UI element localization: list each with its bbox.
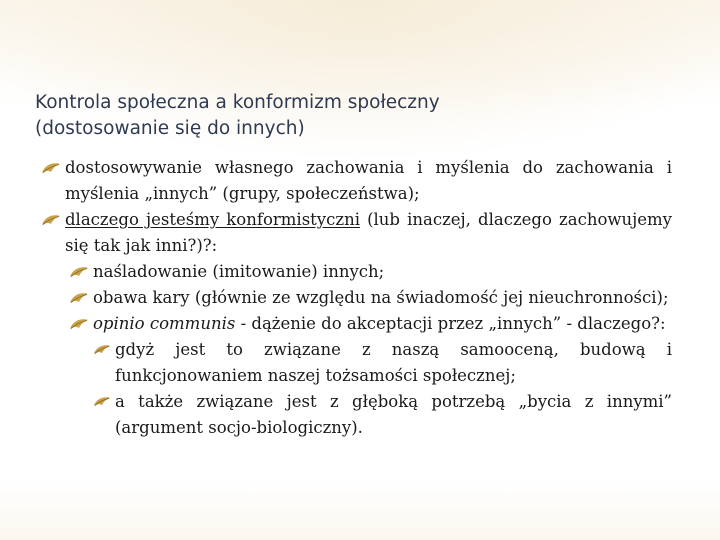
leaf-bullet-icon xyxy=(40,213,62,227)
bullet-item-being-with-others xyxy=(92,389,672,441)
item-text: obawa kary (głównie ze względu na świadomość jej nieuchronności); xyxy=(93,288,669,307)
bullet-item-opinio-communis xyxy=(68,311,672,337)
leaf-bullet-icon xyxy=(68,317,90,331)
bullet-item-definition xyxy=(40,155,672,207)
item-text: gdyż jest to związane z naszą samooceną, budową i funkcjonowaniem naszej tożsamości społecznej; xyxy=(115,340,672,385)
item-text: dostosowywanie własnego zachowania i myślenia do zachowania i myślenia „innych” (grupy, społeczeństwa); xyxy=(65,158,672,203)
title-line-1: Kontrola społeczna a konformizm społeczny xyxy=(35,92,440,113)
bullet-item-self-esteem xyxy=(92,337,672,389)
leaf-bullet-icon xyxy=(92,343,112,356)
bullet-item-fear-of-punishment xyxy=(68,285,672,311)
item-text: a także związane jest z głęboką potrzebą „bycia z innymi” (argument socjo-biologiczny). xyxy=(115,392,672,437)
item-text: naśladowanie (imitowanie) innych; xyxy=(93,262,385,281)
item-text: (lub inaczej, dlaczego zachowujemy się tak jak inni?)?: xyxy=(65,210,672,255)
leaf-bullet-icon xyxy=(40,161,62,175)
leaf-bullet-icon xyxy=(92,395,112,408)
bullet-item-why-conformist xyxy=(40,207,672,259)
leaf-bullet-icon xyxy=(68,291,90,305)
bullet-item-imitation xyxy=(68,259,672,285)
item-text: - dążenie do akceptacji przez „innych” - dlaczego?: xyxy=(235,314,666,333)
bullet-list xyxy=(40,155,672,441)
item-underlined-text: dlaczego jesteśmy konformistyczni xyxy=(65,210,360,229)
item-italic-text: opinio communis xyxy=(93,314,236,333)
title-line-2: (dostosowanie się do innych) xyxy=(35,118,305,139)
leaf-bullet-icon xyxy=(68,265,90,279)
slide-title xyxy=(35,90,675,142)
